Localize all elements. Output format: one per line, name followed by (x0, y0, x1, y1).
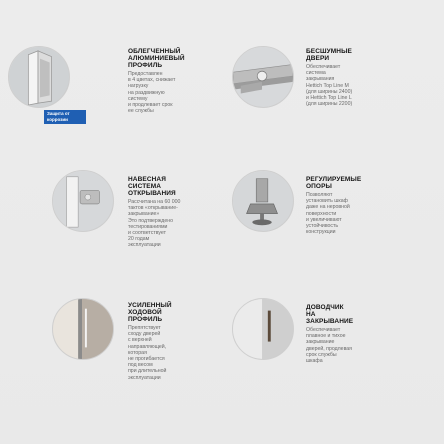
hinge-icon (52, 170, 114, 232)
feature-title: ОБЛЕГЧЕННЫЙ АЛЮМИНИЕВЫЙ ПРОФИЛЬ (128, 48, 185, 69)
feature-title: БЕСШУМНЫЕ ДВЕРИ (306, 48, 352, 62)
door-profile-icon (52, 298, 114, 360)
feature-text (306, 304, 378, 364)
feature-title: УСИЛЕННЫЙ ХОДОВОЙ ПРОФИЛЬ (128, 302, 172, 323)
feature-text (128, 176, 200, 249)
feature-description: Рассчитана на 60 000 тактов «открывание- закрывание» Это подтверждено тестированиями и соответствует 20 годам эксплуатации (128, 199, 181, 249)
feature-title: ДОВОДЧИК НА ЗАКРЫВАНИЕ (306, 304, 354, 325)
corrosion-badge: Защита от коррозии (44, 110, 86, 124)
feature-description: Препятствует сходу дверей с верхней направляющей, которая не прогибается под весом при длительной эксплуатации (128, 325, 167, 381)
feature-text (128, 302, 200, 381)
feature-text (306, 48, 378, 107)
rail-track-icon (232, 46, 294, 108)
feature-description: Обеспечивает плавное и тихое закрывание дверей, продлевая срок службы шкафа (306, 327, 352, 365)
closer-icon (232, 298, 294, 360)
feature-text (128, 48, 200, 114)
feature-title: РЕГУЛИРУЕМЫЕ ОПОРЫ (306, 176, 362, 190)
adjustable-foot-icon (232, 170, 294, 232)
feature-description: Обеспечивает система закрывания Hettich Top Line M (для ширины 2400) и Hettich Top Line L (для ширины 2200) (306, 64, 353, 108)
feature-description: Позволяют установить шкаф даже на неровной поверхности и увеличивают устойчивость конструкции (306, 192, 350, 236)
feature-description: Предоставлен в 4 цветах, снижает нагрузку на раздвижную систему и продлевает срок ее службы (128, 71, 176, 115)
feature-title: НАВЕСНАЯ СИСТЕМА ОТКРЫВАНИЯ (128, 176, 176, 197)
profile-corner-icon (8, 46, 70, 108)
feature-text (306, 176, 378, 235)
